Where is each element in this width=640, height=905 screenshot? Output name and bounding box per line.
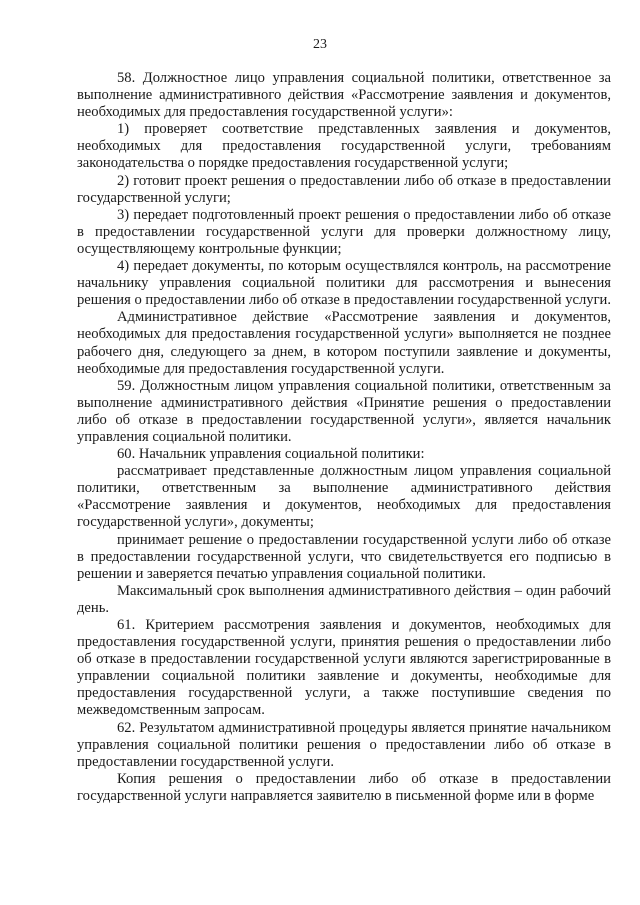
- paragraph-59: 59. Должностным лицом управления социальной политики, ответственным за выполнение административного действия «Принятие решения о предоставлении либо об отказе в предоставлении государственной услуги», является начальник управления социальной политики.: [77, 377, 611, 445]
- paragraph-60-decision: принимает решение о предоставлении государственной услуги либо об отказе в предоставлении государственной услуги, что свидетельствуется его подписью в решении и заверяется печатью управления социальной политики.: [77, 531, 611, 582]
- paragraph-copy: Копия решения о предоставлении либо об отказе в предоставлении государственной услуги направляется заявителю в письменной форме или в форме: [77, 770, 611, 804]
- list-item-1: 1) проверяет соответствие представленных заявления и документов, необходимых для предоставления государственной услуги, требованиям законодательства о порядке предоставления государственной услуги;: [77, 121, 611, 172]
- page-number: 23: [313, 37, 327, 52]
- paragraph-61: 61. Критерием рассмотрения заявления и документов, необходимых для предоставления государственной услуги, принятия решения о предоставлении либо об отказе в предоставлении государственной услуги являются зарегистрированные в управлении социальной политики заявление и документы, необходимые для предоставления государственной услуги, а также поступившие сведения по межведомственным запросам.: [77, 617, 611, 719]
- list-item-4: 4) передает документы, по которым осуществлялся контроль, на рассмотрение начальнику управления социальной политики для рассмотрения и вынесения решения о предоставлении либо об отказе в предоставлении государственной услуги.: [77, 258, 612, 309]
- paragraph-58: 58. Должностное лицо управления социальной политики, ответственное за выполнение административного действия «Рассмотрение заявления и документов, необходимых для предоставления государственной услуги»:: [77, 70, 611, 121]
- paragraph-62: 62. Результатом административной процедуры является принятие начальником управления социальной политики решения о предоставлении либо об отказе в предоставлении государственной услуги.: [77, 719, 611, 770]
- list-item-3: 3) передает подготовленный проект решения о предоставлении либо об отказе в предоставлении государственной услуги для проверки должностному лицу, осуществляющему контрольные функции;: [77, 206, 611, 257]
- paragraph-60-review: рассматривает представленные должностным лицом управления социальной политики, ответственным за выполнение административного действия «Рассмотрение заявления и документов, необходимых для предоставления государственной услуги», документы;: [77, 463, 611, 531]
- paragraph-max-term: Максимальный срок выполнения административного действия – один рабочий день.: [77, 582, 611, 616]
- paragraph-deadline: Административное действие «Рассмотрение заявления и документов, необходимых для предоставления государственной услуги» выполняется не позднее рабочего дня, следующего за днем, в котором поступили заявление и документы, необходимые для предоставления государственной услуги.: [77, 309, 611, 377]
- document-body: [77, 70, 611, 805]
- list-item-2: 2) готовит проект решения о предоставлении либо об отказе в предоставлении государственной услуги;: [77, 172, 611, 206]
- paragraph-60: 60. Начальник управления социальной политики:: [117, 446, 425, 463]
